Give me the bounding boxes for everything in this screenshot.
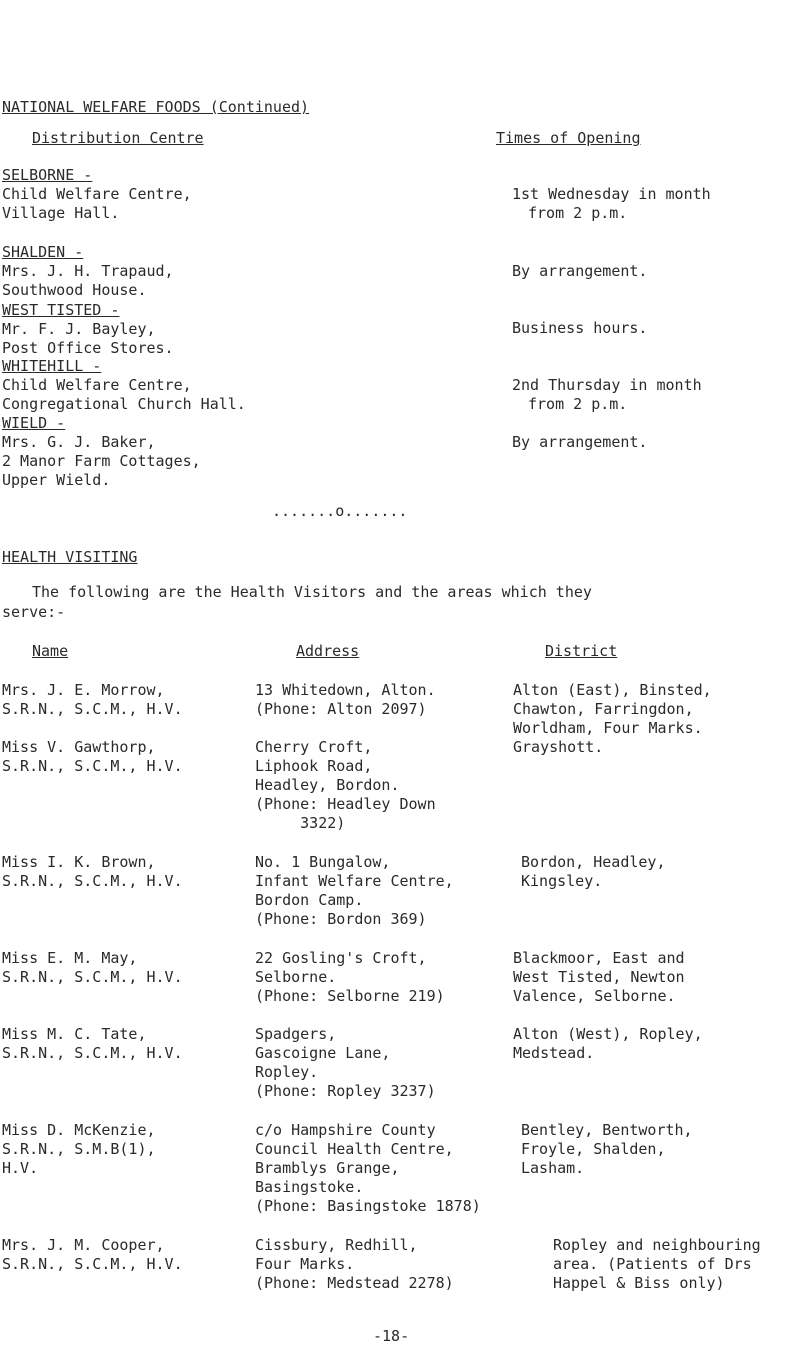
place-name: WEST TISTED - xyxy=(2,301,120,319)
visitor-name: Miss D. McKenzie, S.R.N., S.M.B(1), H.V. xyxy=(2,1121,156,1177)
visitor-address: Spadgers, Gascoigne Lane, Ropley. (Phone: Ropley 3237) xyxy=(255,1025,436,1100)
centre-line: Post Office Stores. xyxy=(2,339,174,357)
distribution-row-whitehill xyxy=(2,357,246,414)
place-name: WHITEHILL - xyxy=(2,357,102,375)
times-line: from 2 p.m. xyxy=(528,395,628,413)
column-header-name: Name xyxy=(32,642,69,660)
visitor-name: Miss M. C. Tate, S.R.N., S.C.M., H.V. xyxy=(2,1025,183,1062)
visitor-name: Miss V. Gawthorp, S.R.N., S.C.M., H.V. xyxy=(2,738,183,775)
visitor-district: Grayshott. xyxy=(513,738,604,756)
distribution-row-west-tisted xyxy=(2,301,174,358)
visitor-name: Mrs. J. E. Morrow, S.R.N., S.C.M., H.V. xyxy=(2,681,183,718)
visitor-district: Blackmoor, East and West Tisted, Newton Valence, Selborne. xyxy=(513,949,685,1005)
times-wield xyxy=(512,433,647,452)
column-header-district: District xyxy=(545,642,618,660)
visitor-district: Alton (East), Binsted, Chawton, Farringdon, Worldham, Four Marks. xyxy=(513,681,712,737)
visitor-district: Bentley, Bentworth, Froyle, Shalden, Lasham. xyxy=(521,1121,693,1177)
centre-line: Mrs. G. J. Baker, xyxy=(2,433,156,451)
section-heading: HEALTH VISITING xyxy=(2,548,138,566)
times-line: 2nd Thursday in month xyxy=(512,376,702,394)
column-header-distribution-centre: Distribution Centre xyxy=(32,129,204,147)
centre-line: 2 Manor Farm Cottages, xyxy=(2,452,201,470)
centre-line: Mrs. J. H. Trapaud, xyxy=(2,262,174,280)
centre-line: Upper Wield. xyxy=(2,471,111,489)
times-whitehill xyxy=(512,376,702,414)
distribution-row-shalden xyxy=(2,243,174,300)
times-line: Business hours. xyxy=(512,319,648,337)
times-line: 1st Wednesday in month xyxy=(512,185,711,203)
centre-line: Village Hall. xyxy=(2,204,120,222)
visitor-address: 13 Whitedown, Alton. (Phone: Alton 2097) xyxy=(255,681,436,718)
visitor-district: Ropley and neighbouring area. (Patients of Drs Happel & Biss only) xyxy=(553,1236,761,1292)
intro-line-2: serve:- xyxy=(2,603,66,621)
place-name: SELBORNE - xyxy=(2,166,93,184)
times-line: By arrangement. xyxy=(512,433,648,451)
distribution-row-wield xyxy=(2,414,201,490)
visitor-address: 22 Gosling's Croft, Selborne. (Phone: Selborne 219) xyxy=(255,949,445,1005)
times-shalden xyxy=(512,262,647,281)
place-name: SHALDEN - xyxy=(2,243,84,261)
centre-line: Child Welfare Centre, xyxy=(2,376,192,394)
centre-line: Southwood House. xyxy=(2,281,147,299)
visitor-district: Alton (West), Ropley, Medstead. xyxy=(513,1025,703,1062)
place-name: WIELD - xyxy=(2,414,66,432)
visitor-name: Miss E. M. May, S.R.N., S.C.M., H.V. xyxy=(2,949,183,986)
visitor-address: Cissbury, Redhill, Four Marks. (Phone: Medstead 2278) xyxy=(255,1236,454,1292)
times-line: from 2 p.m. xyxy=(528,204,628,222)
visitor-address: Cherry Croft, Liphook Road, Headley, Bordon. (Phone: Headley Down 3322) xyxy=(255,738,436,832)
visitor-name: Mrs. J. M. Cooper, S.R.N., S.C.M., H.V. xyxy=(2,1236,183,1273)
page-title: NATIONAL WELFARE FOODS (Continued) xyxy=(2,98,310,116)
centre-line: Child Welfare Centre, xyxy=(2,185,192,203)
visitor-district: Bordon, Headley, Kingsley. xyxy=(521,853,666,890)
centre-line: Congregational Church Hall. xyxy=(2,395,246,413)
times-west-tisted xyxy=(512,319,647,338)
centre-line: Mr. F. J. Bayley, xyxy=(2,320,156,338)
visitor-name: Miss I. K. Brown, S.R.N., S.C.M., H.V. xyxy=(2,853,183,890)
distribution-row-selborne xyxy=(2,166,192,223)
visitor-address: No. 1 Bungalow, Infant Welfare Centre, Bordon Camp. (Phone: Bordon 369) xyxy=(255,853,454,928)
intro-line-1: The following are the Health Visitors and the areas which they xyxy=(32,583,592,601)
column-header-times-of-opening: Times of Opening xyxy=(496,129,641,147)
section-separator: .......o....... xyxy=(272,502,408,520)
visitor-address: c/o Hampshire County Council Health Centre, Bramblys Grange, Basingstoke. (Phone: Basingstoke 1878) xyxy=(255,1121,481,1215)
column-header-address: Address xyxy=(296,642,360,660)
times-line: By arrangement. xyxy=(512,262,648,280)
times-selborne xyxy=(512,185,711,223)
page-number: -18- xyxy=(373,1327,410,1345)
